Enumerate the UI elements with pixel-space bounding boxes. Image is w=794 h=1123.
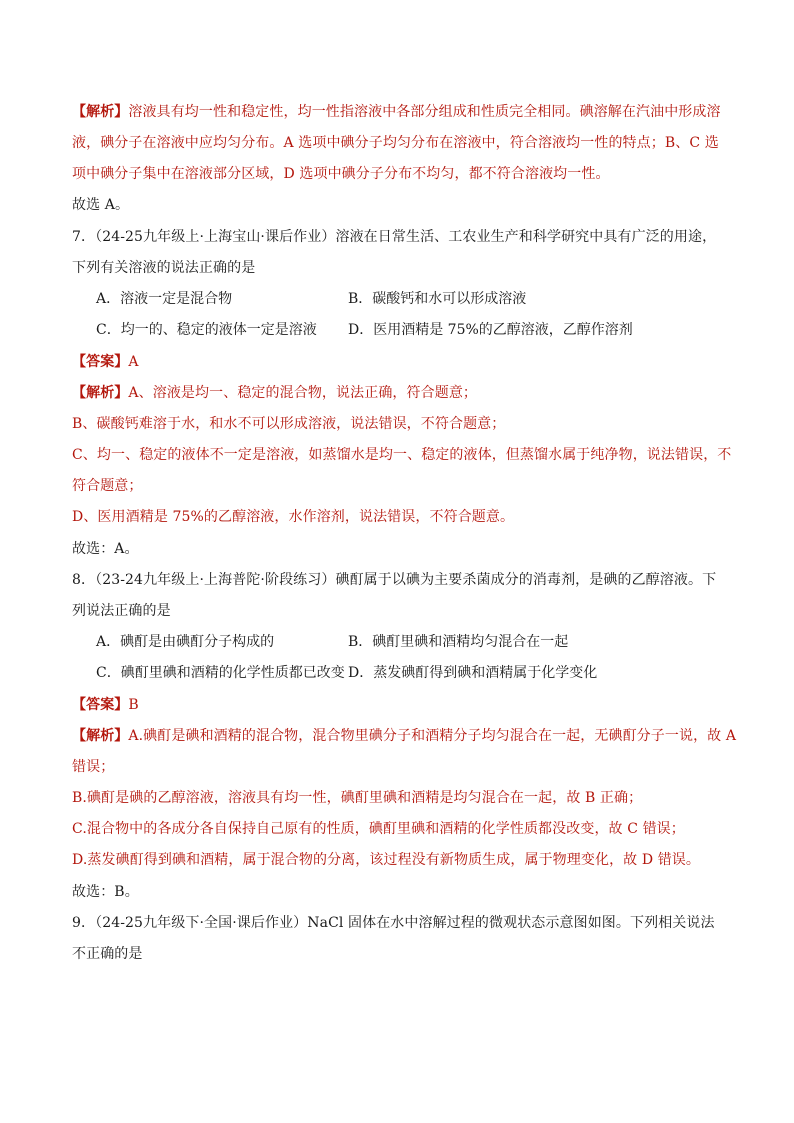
q8-stem-line-2: 列说法正确的是	[72, 603, 171, 619]
q7-option-a: A．溶液一定是混合物	[96, 291, 233, 307]
q6-analysis-line-1: 【解析】溶液具有均一性和稳定性，均一性指溶液中各部分组成和性质完全相同。碘溶解在汽油中形成溶	[72, 104, 721, 120]
q9-stem-line-2: 不正确的是	[72, 946, 143, 962]
q6-conclusion: 故选 A。	[72, 197, 130, 213]
q7-analysis-line-1: 【解析】A、溶液是均一、稳定的混合物，说法正确，符合题意；	[72, 385, 478, 401]
q6-analysis-line-3: 项中碘分子集中在溶液部分区域，D 选项中碘分子分布不均匀，都不符合溶液均一性。	[72, 166, 610, 182]
q7-analysis-line-2: B、碳酸钙难溶于水，和水不可以形成溶液，说法错误，不符合题意；	[72, 416, 506, 432]
q7-answer-value: A	[128, 354, 139, 370]
q8-analysis-line-5: D.蒸发碘酊得到碘和酒精，属于混合物的分离，该过程没有新物质生成，属于物理变化，故 D 错误。	[72, 852, 700, 868]
q7-answer	[72, 352, 139, 372]
q8-conclusion: 故选：B。	[72, 884, 139, 900]
q8-analysis-line-1: 【解析】A.碘酊是碘和酒精的混合物，混合物里碘分子和酒精分子均匀混合在一起，无碘酊分子一说，故 A	[72, 728, 737, 744]
q7-option-d: D．医用酒精是 75%的乙醇溶液，乙醇作溶剂	[348, 322, 633, 338]
q7-stem-line-2: 下列有关溶液的说法正确的是	[72, 260, 256, 276]
q7-conclusion: 故选：A。	[72, 541, 139, 557]
q8-stem-line-1: 8．（23-24九年级上·上海普陀·阶段练习）碘酊属于以碘为主要杀菌成分的消毒剂，是碘的乙醇溶液。下	[72, 572, 717, 588]
q7-analysis-line-4: 符合题意；	[72, 478, 143, 494]
answer-label: 【答案】	[72, 697, 129, 713]
q8-option-b: B．碘酊里碘和酒精均匀混合在一起	[348, 634, 569, 650]
q7-stem-line-1: 7．（24-25九年级上·上海宝山·课后作业）溶液在日常生活、工农业生产和科学研究中具有广泛的用途，	[72, 229, 717, 245]
analysis-label: 【解析】	[72, 728, 129, 744]
answer-label: 【答案】	[72, 354, 129, 370]
q8-analysis-line-4: C.混合物中的各成分各自保持自己原有的性质，碘酊里碘和酒精的化学性质都没改变，故 C 错误；	[72, 821, 685, 837]
q8-answer-value: B	[128, 697, 139, 713]
analysis-label: 【解析】	[72, 385, 129, 401]
q8-answer	[72, 695, 139, 715]
q8-analysis-line-2: 错误；	[72, 759, 115, 775]
q8-option-c: C．碘酊里碘和酒精的化学性质都已改变	[96, 665, 345, 681]
q8-option-d: D．蒸发碘酊得到碘和酒精属于化学变化	[348, 665, 598, 681]
q8-analysis-line-3: B.碘酊是碘的乙醇溶液，溶液具有均一性，碘酊里碘和酒精是均匀混合在一起，故 B 正确；	[72, 790, 643, 806]
q7-option-b: B．碳酸钙和水可以形成溶液	[348, 291, 527, 307]
q7-option-c: C．均一的、稳定的液体一定是溶液	[96, 322, 317, 338]
q7-analysis-line-5: D、医用酒精是 75%的乙醇溶液，水作溶剂，说法错误，不符合题意。	[72, 509, 515, 525]
analysis-label: 【解析】	[72, 104, 129, 120]
q9-stem-line-1: 9．（24-25九年级下·全国·课后作业）NaCl 固体在水中溶解过程的微观状态示意图如图。下列相关说法	[72, 915, 715, 931]
q6-analysis-line-2: 液，碘分子在溶液中应均匀分布。A 选项中碘分子均匀分布在溶液中，符合溶液均一性的特点；B、C 选	[72, 135, 719, 151]
q7-analysis-line-3: C、均一、稳定的液体不一定是溶液，如蒸馏水是均一、稳定的液体，但蒸馏水属于纯净物，说法错误，不	[72, 447, 732, 463]
q8-option-a: A．碘酊是由碘酊分子构成的	[96, 634, 275, 650]
